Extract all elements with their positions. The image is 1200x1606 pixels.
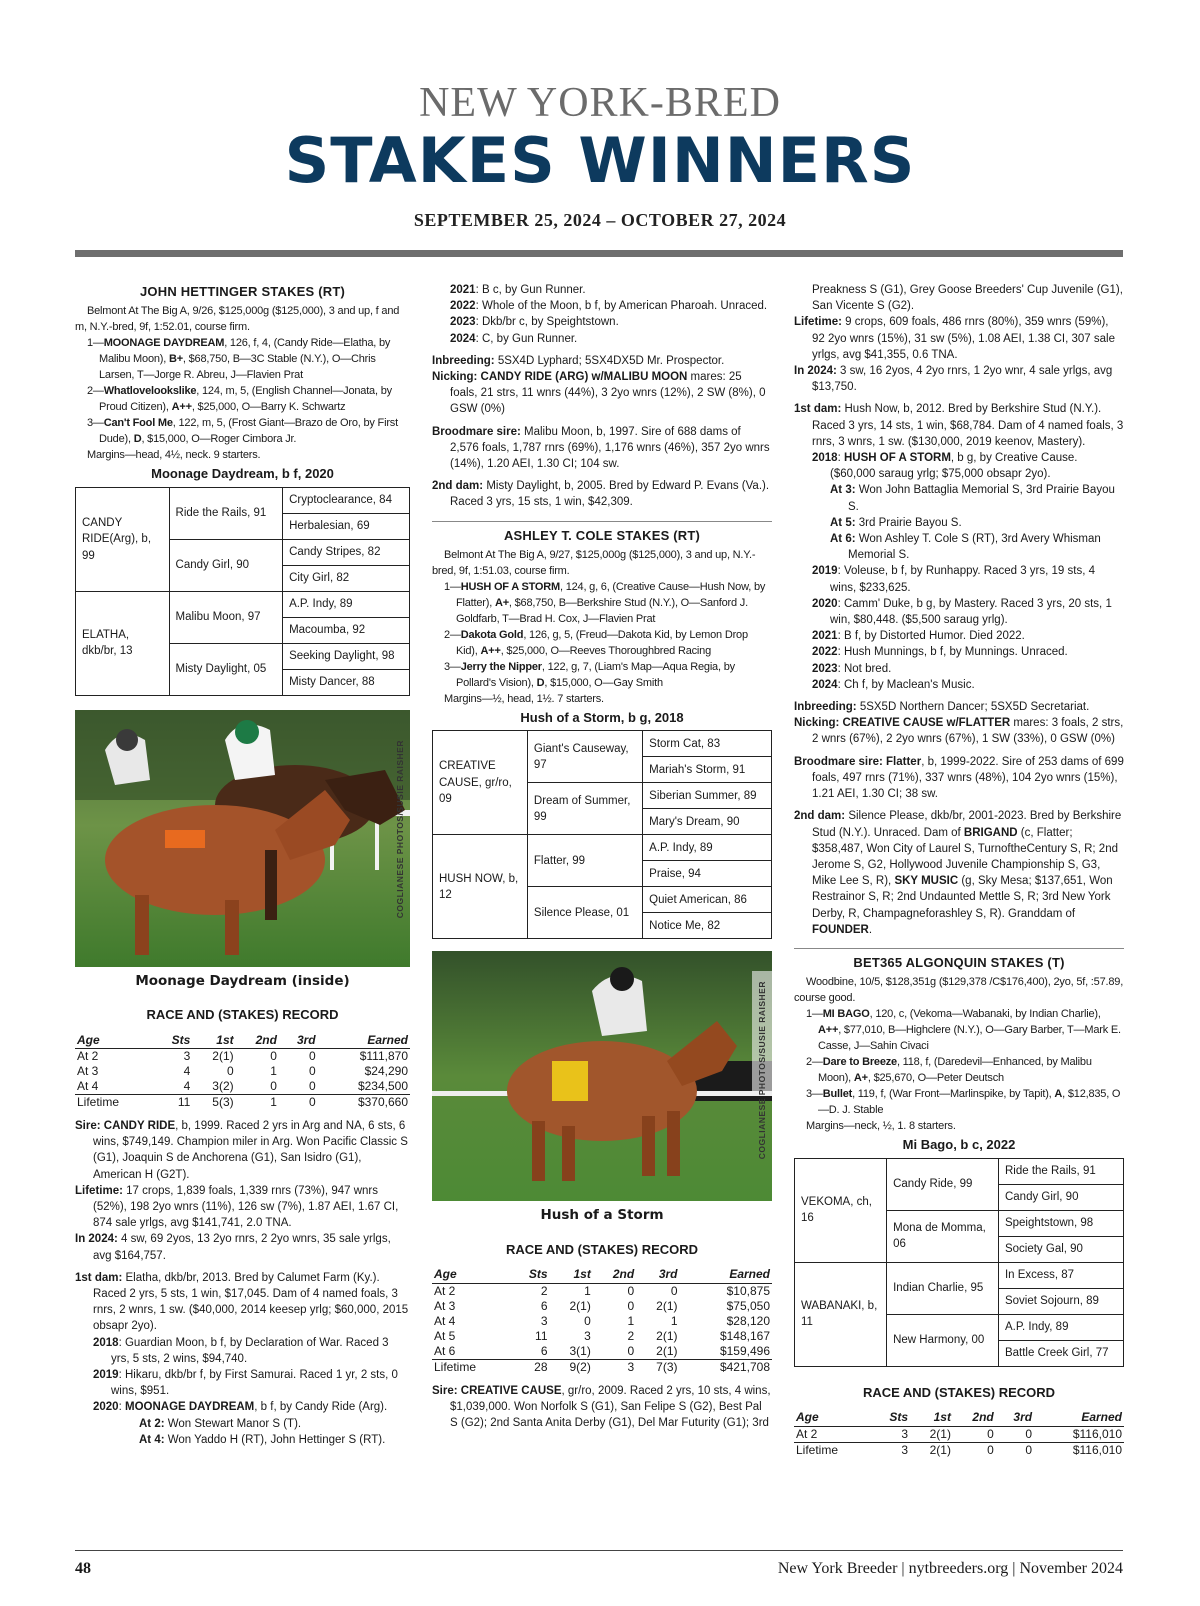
race-summary [794, 974, 1124, 1134]
horse-name: Jerry the Nipper [460, 661, 542, 674]
record-lifetime: Lifetime 11 5(3) 1 0 $370,660 [77, 1095, 408, 1110]
section-divider [432, 521, 772, 522]
placing-1: 1—MOONAGE DAYDREAM, 126, f, 4, (Candy Ride—Elatha, by Malibu Moon), B+, $68,750, B—3C Stable (N.Y.), O—Chris Larsen, T—Jorge R. Abreu, J—Flavien Prat [87, 337, 391, 382]
column-3 [794, 282, 1124, 1458]
record-row: At 6 6 3(1) 0 2(1) $159,496 [434, 1343, 770, 1358]
page-kicker: NEW YORK-BRED [419, 80, 781, 126]
race-conditions: Belmont At The Big A, 9/27, $125,000g ($125,000), 3 and up, N.Y.-bred, 9f, 1:51.03, course firm. [432, 549, 756, 578]
placing-1: 1—MI BAGO, 120, c, (Vekoma—Wabanaki, by Indian Charlie), A++, $77,010, B—Highclere (N.Y.), O—Gary Barber, T—Mark E. Casse, J—Sahin Civaci [806, 1008, 1121, 1053]
broodmare-sire-entry: Broodmare sire: Malibu Moon, b, 1997. Sire of 688 dams of 2,576 foals, 1,787 rnrs (69%), 1,176 wnrs (46%), 357 2yo wnrs (14%), 1.20 AEI, 1.30 CI; 104 sw. [432, 425, 770, 471]
pedigree-title: Moonage Daydream, b f, 2020 [151, 466, 334, 482]
foal-2018-at6: At 6: Won Ashley T. Cole S (RT), 3rd Avery Whisman Memorial S. [830, 533, 1101, 562]
page-header [0, 80, 1200, 231]
race-title: JOHN HETTINGER STAKES (RT) [139, 284, 346, 299]
lifetime-entry: Lifetime: 9 crops, 609 foals, 486 rnrs (80%), 359 wnrs (59%), 92 2yo wnrs (15%), 31 sw (5%), 1.08 AEI, 1.38 CI, 307 sale yrlgs, avg $41,355, 0.6 TNA. [794, 316, 1115, 361]
photo-credit: COGLIANESE PHOTOS/SUSIE RAISHER [756, 981, 767, 1160]
record-lifetime: Lifetime 3 2(1) 0 0 $116,010 [796, 1442, 1122, 1457]
horse-name: Bullet [822, 1088, 853, 1101]
record-header: Age Sts 1st 2nd 3rd Earned [77, 1032, 408, 1047]
publication-line: New York Breeder | nytbreeders.org | November 2024 [777, 1560, 1123, 1577]
sire-entry: Sire: CREATIVE CAUSE, gr/ro, 2009. Raced 2 yrs, 10 sts, 4 wins, $1,039,000. Won Norfolk S (G1), San Felipe S (G2), Best Pal S (G2); 2nd Santa Anita Derby (G1), Del Mar Futurity (G1); 3rd [432, 1384, 771, 1430]
race-conditions: Belmont At The Big A, 9/26, $125,000g ($125,000), 3 and up, f and m, N.Y.-bred, 9f, 1:52.01, course firm. [75, 305, 400, 334]
placing-3: 3—Bullet, 119, f, (War Front—Marlinspike, by Tapit), A, $12,835, O—D. J. Stable [806, 1088, 1121, 1117]
pedigree-sire: CANDY RIDE(Arg), b, 99 [76, 487, 170, 591]
photo-credit: COGLIANESE PHOTOS/SUSIE RAISHER [394, 739, 405, 919]
foal-2024: 2024: Ch f, by Maclean's Music. [812, 678, 975, 691]
pedigree-sire: VEKOMA, ch, 16 [795, 1158, 887, 1262]
nicking-entry: Nicking: CANDY RIDE (ARG) w/MALIBU MOON mares: 25 foals, 21 strs, 11 wnrs (44%), 3 2yo wnrs (12%), 2 SW (8%), 0 GSW (0%) [432, 371, 766, 416]
record-row: At 3 6 2(1) 0 2(1) $75,050 [434, 1298, 770, 1313]
page-title: STAKES WINNERS [284, 124, 916, 197]
race-photo [75, 710, 410, 967]
inbreeding-entry: Inbreeding: 5SX5D Northern Dancer; 5SX5D Secretariat. [794, 701, 1090, 714]
horse-name: MOONAGE DAYDREAM [103, 337, 225, 350]
race-record-table [75, 1032, 410, 1110]
sire-notes [75, 1118, 410, 1448]
race-margins: Margins—½, head, 1½. 7 starters. [444, 693, 604, 706]
record-row: At 5 11 3 2 2(1) $148,167 [434, 1328, 770, 1343]
foal-2020: 2020: MOONAGE DAYDREAM, b f, by Candy Ride (Arg). [93, 1401, 388, 1414]
foal-2023: 2023: Dkb/br c, by Speightstown. [450, 316, 619, 329]
sire-notes [432, 1383, 772, 1432]
lifetime-entry: Lifetime: 17 crops, 1,839 foals, 1,339 rnrs (73%), 947 wnrs (52%), 198 2yo wnrs (11%), 126 sw (7%), 1.87 AEI, 1.67 CI, 874 sale yrlgs, avg $141,741, 2.0 TNA. [75, 1184, 399, 1230]
record-title: RACE AND (STAKES) RECORD [146, 1007, 339, 1023]
column-2 [432, 282, 772, 1431]
record-title: RACE AND (STAKES) RECORD [505, 1241, 699, 1257]
record-row: At 2 3 2(1) 0 0 $111,870 [77, 1049, 408, 1064]
race-conditions: Woodbine, 10/5, $128,351g ($129,378 /C$176,400), 2yo, 5f, :57.89, course good. [794, 976, 1124, 1005]
race-margins: Margins—neck, ½, 1. 8 starters. [806, 1120, 956, 1133]
col3-continued [794, 282, 1124, 938]
race-record-table [794, 1409, 1124, 1457]
record-row: At 4 4 3(2) 0 0 $234,500 [77, 1079, 408, 1094]
foal-2020-at4: At 4: Won Yaddo H (RT), John Hettinger S (RT). [139, 1433, 386, 1446]
record-title: RACE AND (STAKES) RECORD [862, 1384, 1056, 1400]
race-summary [75, 303, 410, 463]
horse-name: Can't Fool Me [103, 417, 173, 430]
race-record-table [432, 1266, 772, 1374]
foal-2021: 2021: B c, by Gun Runner. [450, 284, 586, 296]
nicking-entry: Nicking: CREATIVE CAUSE w/FLATTER mares: 3 foals, 2 strs, 2 wnrs (67%), 2 2yo wnrs (67%), 1 SW (33%), 0 GSW (0%) [794, 717, 1124, 746]
first-dam-entry: 1st dam: Hush Now, b, 2012. Bred by Berkshire Stud (N.Y.). Raced 3 yrs, 14 sts, 1 win, $68,784. Dam of 4 named foals, 3 rnrs, 3 wnrs, 1 sw. ($130,000, 2019 keenov, Mastery). [794, 403, 1124, 448]
pedigree-sire: CREATIVE CAUSE, gr/ro, 09 [433, 731, 528, 835]
page-number: 48 [75, 1560, 91, 1577]
pedigree-title: Mi Bago, b c, 2022 [902, 1137, 1016, 1153]
placing-2: 2—Whatlovelookslike, 124, m, 5, (English Channel—Jonata, by Proud Citizen), A++, $25,000, O—Barry K. Schwartz [87, 385, 392, 414]
sire-entry: Sire: CANDY RIDE, b, 1999. Raced 2 yrs in Arg and NA, 6 sts, 6 wins, $749,149. Champion miler in Arg. Won Pacific Classic S (G1), Joaquin S de Anchorena (G1), San Isidro (G1), American H (G2T). [75, 1120, 408, 1181]
pedigree-table: CREATIVE CAUSE, gr/ro, 09 Giant's Causeway, 97 Storm Cat, 83 Mariah's Storm, 91 Dream of Summer, 99 Siberian Summer, 89 Mary's Dream, 90 HUSH NOW, b, 12 Flatter, 99 A.P. Indy, 89 Praise, 94 Silence Please, 01 Quiet American, 86 Notice Me, 82 [432, 730, 772, 939]
horse-name: Whatlovelookslike [103, 385, 197, 398]
foal-2021: 2021: B f, by Distorted Humor. Died 2022. [812, 630, 1025, 643]
footer-rule [75, 1550, 1123, 1551]
horse-name: Dakota Gold [460, 629, 524, 642]
horse-race-photo-illustration [432, 951, 772, 1201]
header-rule [75, 250, 1123, 257]
foal-2020: 2020: Camm' Duke, b g, by Mastery. Raced 3 yrs, 20 sts, 1 win, $80,448. ($5,500 saraug yrlg). [812, 597, 1112, 627]
pedigree-table: VEKOMA, ch, 16 Candy Ride, 99 Ride the Rails, 91 Candy Girl, 90 Mona de Momma, 06 Speightstown, 98 Society Gal, 90 WABANAKI, b, 11 Indian Charlie, 95 In Excess, 87 Soviet Sojourn, 89 New Harmony, 00 A.P. Indy, 89 Battle Creek Girl, 77 [794, 1158, 1124, 1367]
placing-1: 1—HUSH OF A STORM, 124, g, 6, (Creative Cause—Hush Now, by Flatter), A+, $68,750, B—Berkshire Stud (N.Y.), O—Sanford J. Goldfarb, T—Brad H. Cox, J—Flavien Prat [444, 581, 766, 626]
placing-2: 2—Dare to Breeze, 118, f, (Daredevil—Enhanced, by Malibu Moon), A+, $25,670, O—Peter Deutsch [806, 1056, 1092, 1085]
foal-2023: 2023: Not bred. [812, 662, 892, 675]
foal-2022: 2022: Whole of the Moon, b f, by American Pharoah. Unraced. [450, 300, 768, 313]
second-dam-entry: 2nd dam: Silence Please, dkb/br, 2001-2023. Bred by Berkshire Stud (N.Y.). Unraced. Dam of BRIGAND (c, Flatter; $358,487, Won City of Laurel S, TurnoftheCentury S, R; 2nd Jerome S, G2, Hollywood Juvenile Championship S, G3, Mike Lee S, R), SKY MUSIC (g, Sky Mesa; $137,651, Won Restrainor S, R; 2nd Undaunted Mettle S, R; 3rd New York Derby, R, Champagneforashley S, R). Granddam of FOUNDER. [794, 810, 1122, 936]
foal-2018-at3: At 3: Won John Battaglia Memorial S, 3rd Prairie Bayou S. [830, 484, 1115, 513]
broodmare-sire-entry: Broodmare sire: Flatter, b, 1999-2022. Sire of 253 dams of 699 foals, 497 rnrs (71%), 337 wnrs (48%), 104 2yo wnrs (15%), 1.21 AEI, 1.30 CI; 38 sw. [794, 755, 1124, 801]
record-lifetime: Lifetime 28 9(2) 3 7(3) $421,708 [434, 1359, 770, 1374]
placing-3: 3—Jerry the Nipper, 122, g, 7, (Liam's Map—Aqua Regia, by Pollard's Vision), D, $15,000, O—Gay Smith [444, 661, 735, 690]
record-row: At 2 2 1 0 0 $10,875 [434, 1283, 770, 1298]
photo-caption: Moonage Daydream (inside) [135, 972, 350, 989]
pedigree-title: Hush of a Storm, b g, 2018 [520, 710, 684, 726]
pedigree-dam: ELATHA, dkb/br, 13 [76, 591, 170, 695]
record-header: Age Sts 1st 2nd 3rd Earned [434, 1267, 770, 1282]
race-photo [432, 951, 772, 1201]
foal-2018: 2018: Guardian Moon, b f, by Declaration of War. Raced 3 yrs, 5 sts, 2 wins, $94,740. [93, 1336, 389, 1365]
in-2024-entry: In 2024: 4 sw, 69 2yos, 13 2yo rnrs, 2 2yo wnrs, 35 sale yrlgs, avg $164,757. [75, 1233, 391, 1262]
inbreeding-entry: Inbreeding: 5SX4D Lyphard; 5SX4DX5D Mr. Prospector. [432, 354, 725, 367]
horse-name: Dare to Breeze [822, 1056, 897, 1069]
race-summary [432, 547, 772, 707]
placing-2: 2—Dakota Gold, 126, g, 5, (Freud—Dakota Kid, by Lemon Drop Kid), A++, $25,000, O—Reeves Thoroughbred Racing [444, 629, 748, 658]
race-title: BET365 ALGONQUIN STAKES (T) [853, 954, 1065, 970]
foal-2020-at2: At 2: Won Stewart Manor S (T). [139, 1417, 302, 1430]
photo-caption: Hush of a Storm [540, 1207, 664, 1224]
race-title: ASHLEY T. COLE STAKES (RT) [503, 527, 701, 543]
record-header: Age Sts 1st 2nd 3rd Earned [796, 1410, 1122, 1425]
horse-name: HUSH OF A STORM [460, 581, 560, 594]
foal-2022: 2022: Hush Munnings, b f, by Munnings. Unraced. [812, 646, 1068, 659]
pedigree-table: CANDY RIDE(Arg), b, 99 Ride the Rails, 91 Cryptoclearance, 84 Herbalesian, 69 Candy Girl, 90 Candy Stripes, 82 City Girl, 82 ELATHA, dkb/br, 13 Malibu Moon, 97 A.P. Indy, 89 Macoumba, 92 Misty Daylight, 05 Seeking Daylight, 98 Misty Dancer, 88 [75, 487, 410, 696]
record-row: At 3 4 0 1 0 $24,290 [77, 1064, 408, 1079]
horse-race-photo-illustration [75, 710, 410, 967]
horse-name: MI BAGO [822, 1008, 870, 1021]
foal-2019: 2019: Hikaru, dkb/br f, by First Samurai. Raced 1 yr, 2 sts, 0 wins, $951. [93, 1369, 398, 1398]
pedigree-dam: HUSH NOW, b, 12 [433, 835, 528, 939]
sire-entry-continued: Preakness S (G1), Grey Goose Breeders' Cup Juvenile (G1), San Vicente S (G2). [812, 284, 1123, 313]
date-range: SEPTEMBER 25, 2024 – OCTOBER 27, 2024 [413, 210, 787, 230]
column-1 [75, 282, 410, 1448]
record-row: At 2 3 2(1) 0 0 $116,010 [796, 1426, 1122, 1441]
pedigree-dam: WABANAKI, b, 11 [795, 1262, 887, 1366]
in-2024-entry: In 2024: 3 sw, 16 2yos, 4 2yo rnrs, 1 2yo wnr, 4 sale yrlgs, avg $13,750. [794, 365, 1113, 394]
col2-continued [432, 282, 772, 511]
race-margins: Margins—head, 4½, neck. 9 starters. [87, 449, 261, 462]
placing-3: 3—Can't Fool Me, 122, m, 5, (Frost Giant—Brazo de Oro, by First Dude), D, $15,000, O—Roger Cimbora Jr. [87, 417, 398, 446]
foal-2024: 2024: C, by Gun Runner. [450, 332, 578, 345]
section-divider [794, 948, 1124, 949]
second-dam-entry: 2nd dam: Misty Daylight, b, 2005. Bred by Edward P. Evans (Va.). Raced 3 yrs, 15 sts, 1 win, $42,309. [432, 480, 770, 509]
first-dam-entry: 1st dam: Elatha, dkb/br, 2013. Bred by Calumet Farm (Ky.). Raced 2 yrs, 5 sts, 1 win, $17,045. Dam of 4 named foals, 3 rnrs, 2 wnrs, 1 sw. ($40,000, 2014 keesep yrlg; $60,000, 2015 obsapr 2yo). [75, 1271, 409, 1333]
foal-2019: 2019: Voleuse, b f, by Runhappy. Raced 3 yrs, 19 sts, 4 wins, $233,625. [812, 565, 1095, 594]
foal-2018-at5: At 5: 3rd Prairie Bayou S. [830, 516, 962, 529]
foal-2018: 2018: HUSH OF A STORM, b g, by Creative Cause. ($60,000 saraug yrlg; $75,000 obsapr 2yo). [812, 452, 1078, 481]
record-row: At 4 3 0 1 1 $28,120 [434, 1313, 770, 1328]
